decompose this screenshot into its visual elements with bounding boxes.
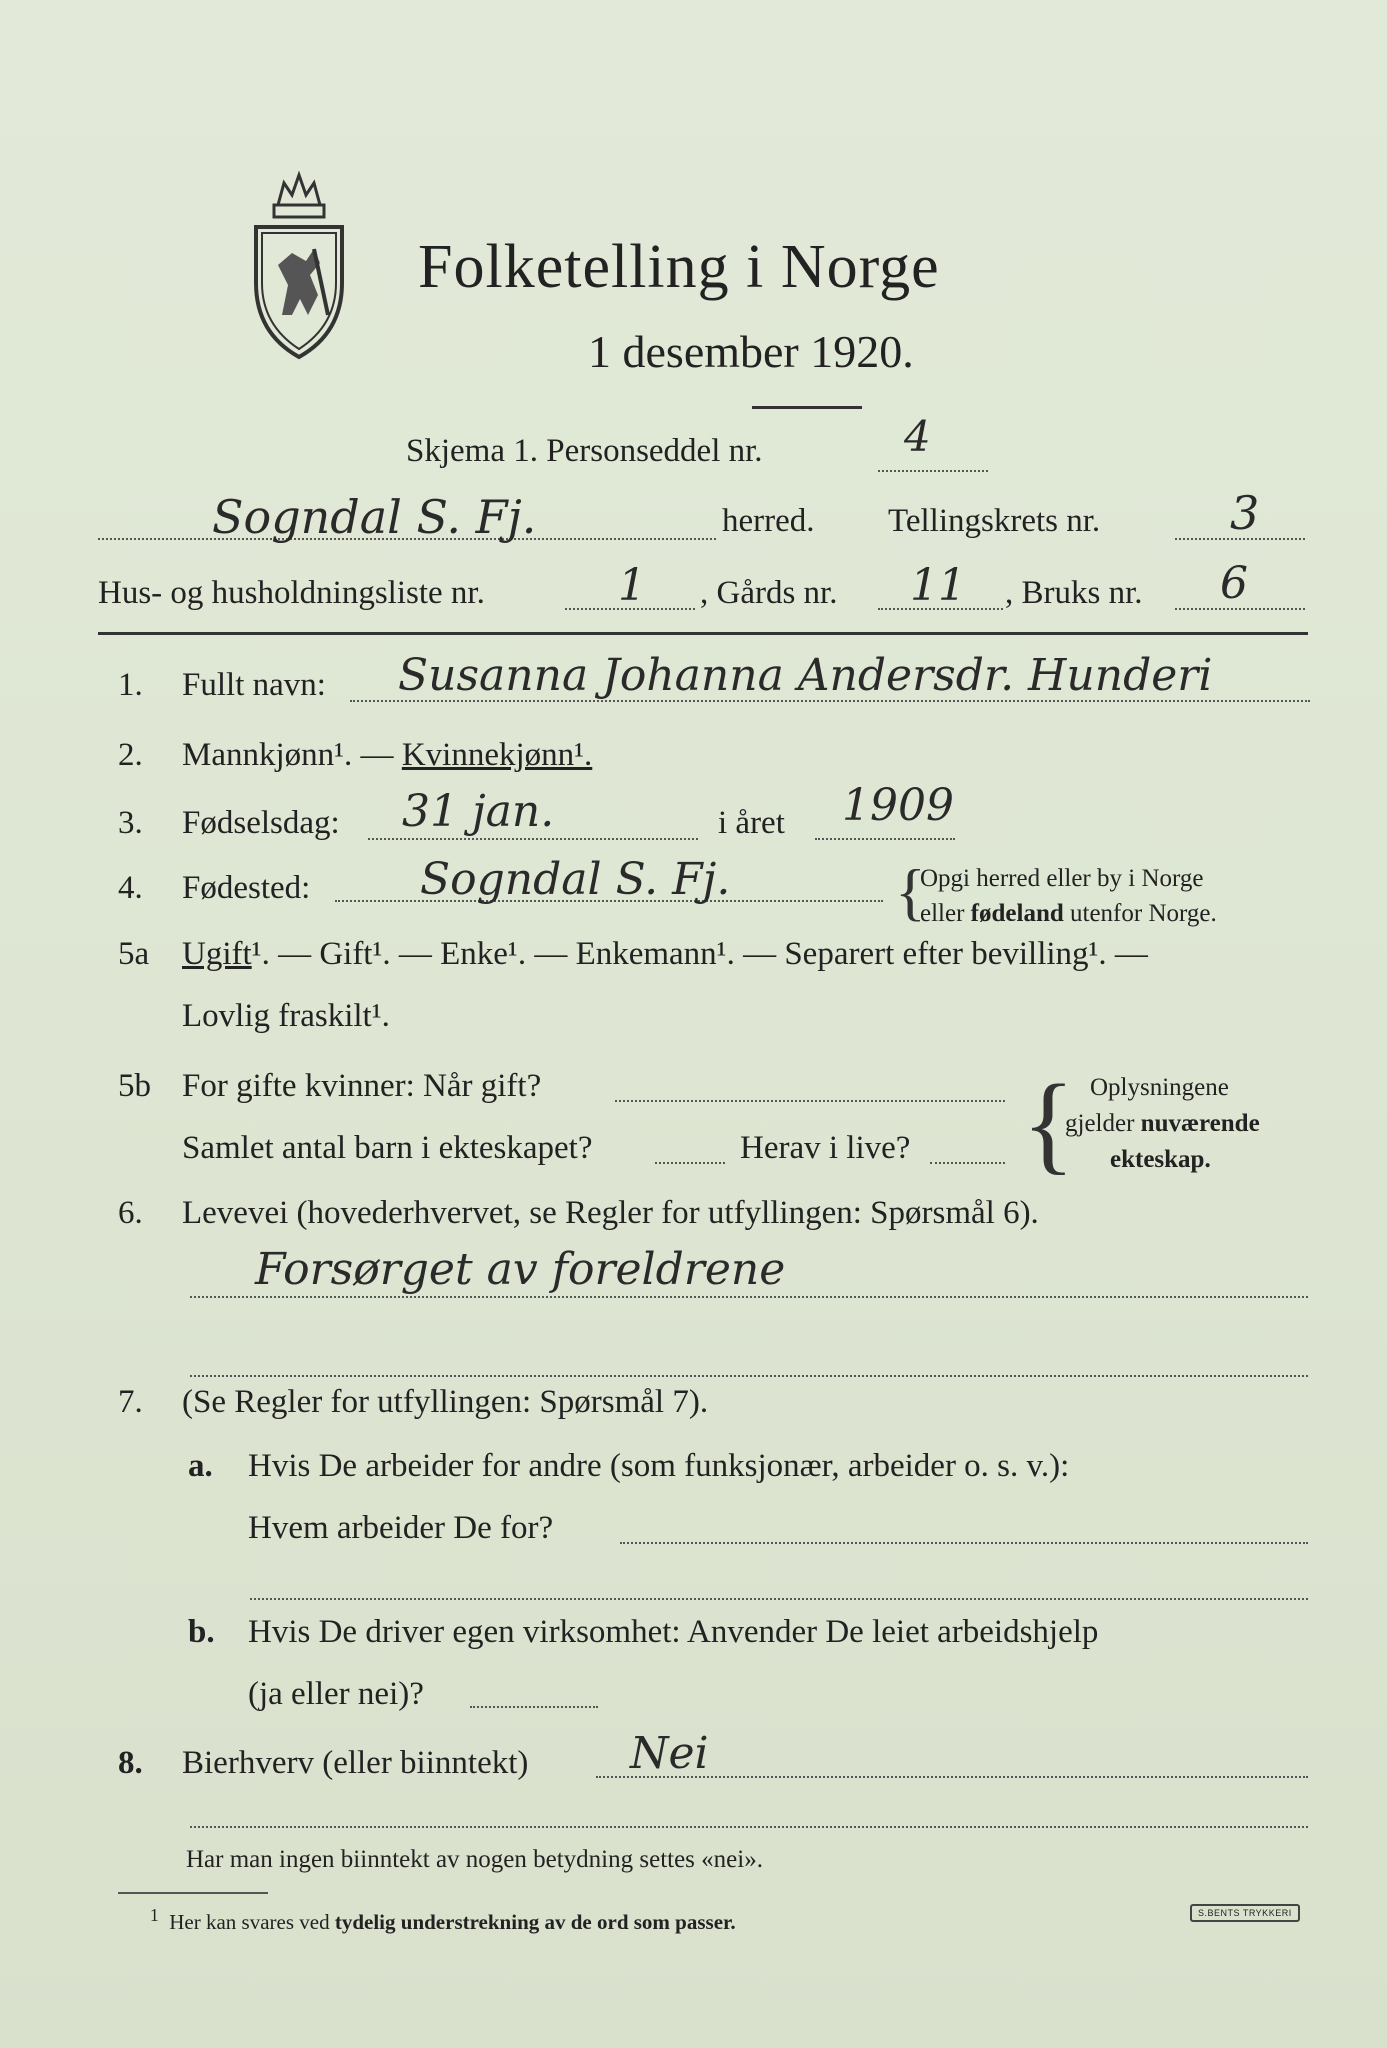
fodested-value: Sogndal S. Fj. xyxy=(420,854,731,905)
sivilstand-label: Ugift¹. — Gift¹. — Enke¹. — Enkemann¹. — Separert efter bevilling¹. — xyxy=(182,936,1148,972)
levevei-label: Levevei (hovederhvervet, se Regler for utfyllingen: Spørsmål 6). xyxy=(182,1195,1039,1231)
bruks-label: , Bruks nr. xyxy=(1005,575,1143,611)
q7b-label: Hvis De driver egen virksomhet: Anvender De leiet arbeidshjelp xyxy=(248,1614,1099,1650)
fodested-label: Fødested: xyxy=(182,870,311,906)
gards-value: 11 xyxy=(910,560,966,611)
kvinnekjonn-underlined: Kvinnekjønn¹. xyxy=(401,737,593,773)
ugift-underlined: Ugift xyxy=(182,936,252,972)
personseddel-value: 4 xyxy=(904,412,931,461)
header-rule xyxy=(98,632,1308,635)
barn-label: Samlet antal barn i ekteskapet? xyxy=(182,1130,593,1166)
form-date: 1 desember 1920. xyxy=(588,326,914,377)
bruks-value: 6 xyxy=(1220,558,1248,609)
naar-gift-label: For gifte kvinner: Når gift? xyxy=(182,1068,542,1104)
fodselsar-value: 1909 xyxy=(842,780,954,831)
fodselsdag-label: Fødselsdag: xyxy=(182,805,340,841)
herav-label: Herav i live? xyxy=(740,1130,911,1166)
herred-label: herred. xyxy=(722,503,815,539)
tellingskrets-label: Tellingskrets nr. xyxy=(888,503,1101,539)
husholdningsliste-value: 1 xyxy=(618,560,646,611)
hvem-arbeider-label: Hvem arbeider De for? xyxy=(248,1510,554,1546)
schema-label: Skjema 1. Personseddel nr. xyxy=(406,433,763,469)
herred-value: Sogndal S. Fj. xyxy=(212,490,537,544)
husholdningsliste-label: Hus- og husholdningsliste nr. xyxy=(98,575,485,611)
q7a-label: Hvis De arbeider for andre (som funksjonær, arbeider o. s. v.): xyxy=(248,1448,1070,1484)
oplysningene-note-3: ekteskap. xyxy=(1110,1146,1211,1173)
i-aret-label: i året xyxy=(718,805,785,841)
census-form: Folketelling i Norge 1 desember 1920. Skjema 1. Personseddel nr. 4 Sogndal S. Fj. herred. Tellingskrets nr. 3 Hus- og husholdningsliste nr. 1 , Gårds nr. 11 , Bruks nr. 6 1. Fullt navn: Susanna Johanna Andersdr. Hunderi 2. Mannkjønn¹. — Kvinnekjønn¹. 3. Fødselsdag: 31 jan. i året 1909 4. Fødested: Sogndal S. Fj. { Opgi herred eller by i Norge eller fødeland utenfor Norge. 5a Ugift¹. — Gift¹. — Enke¹. — Enkemann¹. — Separert efter bevilling¹. — Lovlig fraskilt¹. 5b For gifte kvinner: Når gift? Samlet antal barn i ekteskapet? Herav i live? { Oplysningene gjelder nuværende ekteskap. 6. Levevei (hovederhvervet, se Regler for utfyllingen: Spørsmål 6). Forsørget av foreldrene 7. (Se Regler for utfyllingen: Spørsmål 7). a. Hvis De arbeider for andre (som funksjonær, arbeider o. s. v.): Hvem arbeider De for? b. Hvis De driver egen virksomhet: Anvender De leiet arbeidshjelp (ja eller nei)? 8. Bierhverv (eller biinntekt) Nei Har man ingen biinntekt av nogen betydning settes «nei». $^1$ Her kan svares ved tydelig understrekning av de ord som passer. S.BENTS TRYKKERI xyxy=(0,0,1387,2048)
fodested-note-2: eller fødeland utenfor Norge. xyxy=(920,900,1217,927)
fodselsdag-value: 31 jan. xyxy=(402,786,555,837)
ja-eller-nei-label: (ja eller nei)? xyxy=(248,1676,424,1712)
fullt-navn-value: Susanna Johanna Andersdr. Hunderi xyxy=(398,650,1213,701)
oplysningene-note-2: gjelder nuværende xyxy=(1065,1110,1260,1137)
kjonn-label: Mannkjønn¹. — Kvinnekjønn¹. xyxy=(182,737,593,773)
lovlig-fraskilt-label: Lovlig fraskilt¹. xyxy=(182,998,390,1034)
footnote: $^1$ Her kan svares ved tydelig understrekning av de ord som passer. xyxy=(150,1905,736,1934)
form-title: Folketelling i Norge xyxy=(418,233,940,301)
biinntekt-note: Har man ingen biinntekt av nogen betydning settes «nei». xyxy=(186,1846,763,1873)
tellingskrets-value: 3 xyxy=(1230,486,1260,540)
printer-stamp: S.BENTS TRYKKERI xyxy=(1190,1904,1300,1922)
bierhverv-value: Nei xyxy=(630,1728,709,1779)
levevei-value: Forsørget av foreldrene xyxy=(255,1244,786,1295)
fodested-note-1: Opgi herred eller by i Norge xyxy=(920,865,1204,892)
title-divider xyxy=(752,406,862,409)
bierhverv-label: Bierhverv (eller biinntekt) xyxy=(182,1745,529,1781)
oplysningene-note-1: Oplysningene xyxy=(1090,1074,1229,1101)
gards-label: , Gårds nr. xyxy=(700,575,838,611)
norway-coat-of-arms-icon xyxy=(248,165,350,365)
fullt-navn-label: Fullt navn: xyxy=(182,667,326,703)
q7-label: (Se Regler for utfyllingen: Spørsmål 7). xyxy=(182,1384,709,1420)
